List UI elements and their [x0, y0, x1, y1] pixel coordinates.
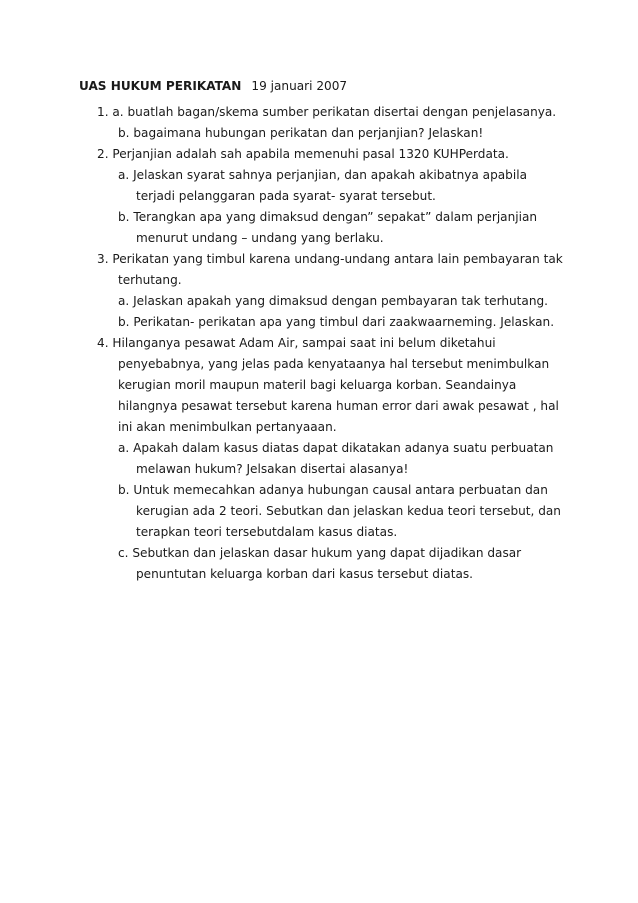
q1a-line: 1. a. buatlah bagan/skema sumber perikatan disertai dengan penjelasanya. — [97, 105, 557, 119]
q4c-line-1: c. Sebutkan dan jelaskan dasar hukum yang dapat dijadikan dasar — [118, 546, 522, 560]
q4c-line-2: penuntutan keluarga korban dari kasus tersebut diatas. — [136, 567, 474, 581]
q1b-line: b. bagaimana hubungan perikatan dan perjanjian? Jelaskan! — [118, 126, 484, 140]
q3b-line: b. Perikatan- perikatan apa yang timbul dari zaakwaarneming. Jelaskan. — [118, 315, 555, 329]
exam-date: 19 januari 2007 — [251, 79, 348, 93]
q2a-line-2: terjadi pelanggaran pada syarat- syarat tersebut. — [136, 189, 436, 203]
q3a-line: a. Jelaskan apakah yang dimaksud dengan pembayaran tak terhutang. — [118, 294, 549, 308]
q4-line-2: penyebabnya, yang jelas pada kenyataanya hal tersebut menimbulkan — [118, 357, 550, 371]
q4a-line-1: a. Apakah dalam kasus diatas dapat dikatakan adanya suatu perbuatan — [118, 441, 554, 455]
q2b-line-1: b. Terangkan apa yang dimaksud dengan” sepakat” dalam perjanjian — [118, 210, 538, 224]
q3-line-1: 3. Perikatan yang timbul karena undang-undang antara lain pembayaran tak — [97, 252, 563, 266]
q2-line: 2. Perjanjian adalah sah apabila memenuhi pasal 1320 KUHPerdata. — [97, 147, 509, 161]
q2a-line-1: a. Jelaskan syarat sahnya perjanjian, dan apakah akibatnya apabila — [118, 168, 527, 182]
q4-line-5: ini akan menimbulkan pertanyaaan. — [118, 420, 337, 434]
q4-line-4: hilangnya pesawat tersebut karena human error dari awak pesawat , hal — [118, 399, 559, 413]
q4b-line-3: terapkan teori tersebutdalam kasus diatas. — [136, 525, 398, 539]
q2b-line-2: menurut undang – undang yang berlaku. — [136, 231, 384, 245]
q4-line-3: kerugian moril maupun materil bagi keluarga korban. Seandainya — [118, 378, 517, 392]
exam-title: UAS HUKUM PERIKATAN — [79, 79, 242, 93]
q3-line-2: terhutang. — [118, 273, 182, 287]
q4a-line-2: melawan hukum? Jelsakan disertai alasanya! — [136, 462, 409, 476]
q4b-line-2: kerugian ada 2 teori. Sebutkan dan jelaskan kedua teori tersebut, dan — [136, 504, 561, 518]
document-heading — [79, 78, 347, 94]
q4b-line-1: b. Untuk memecahkan adanya hubungan causal antara perbuatan dan — [118, 483, 548, 497]
q4-line-1: 4. Hilanganya pesawat Adam Air, sampai saat ini belum diketahui — [97, 336, 496, 350]
